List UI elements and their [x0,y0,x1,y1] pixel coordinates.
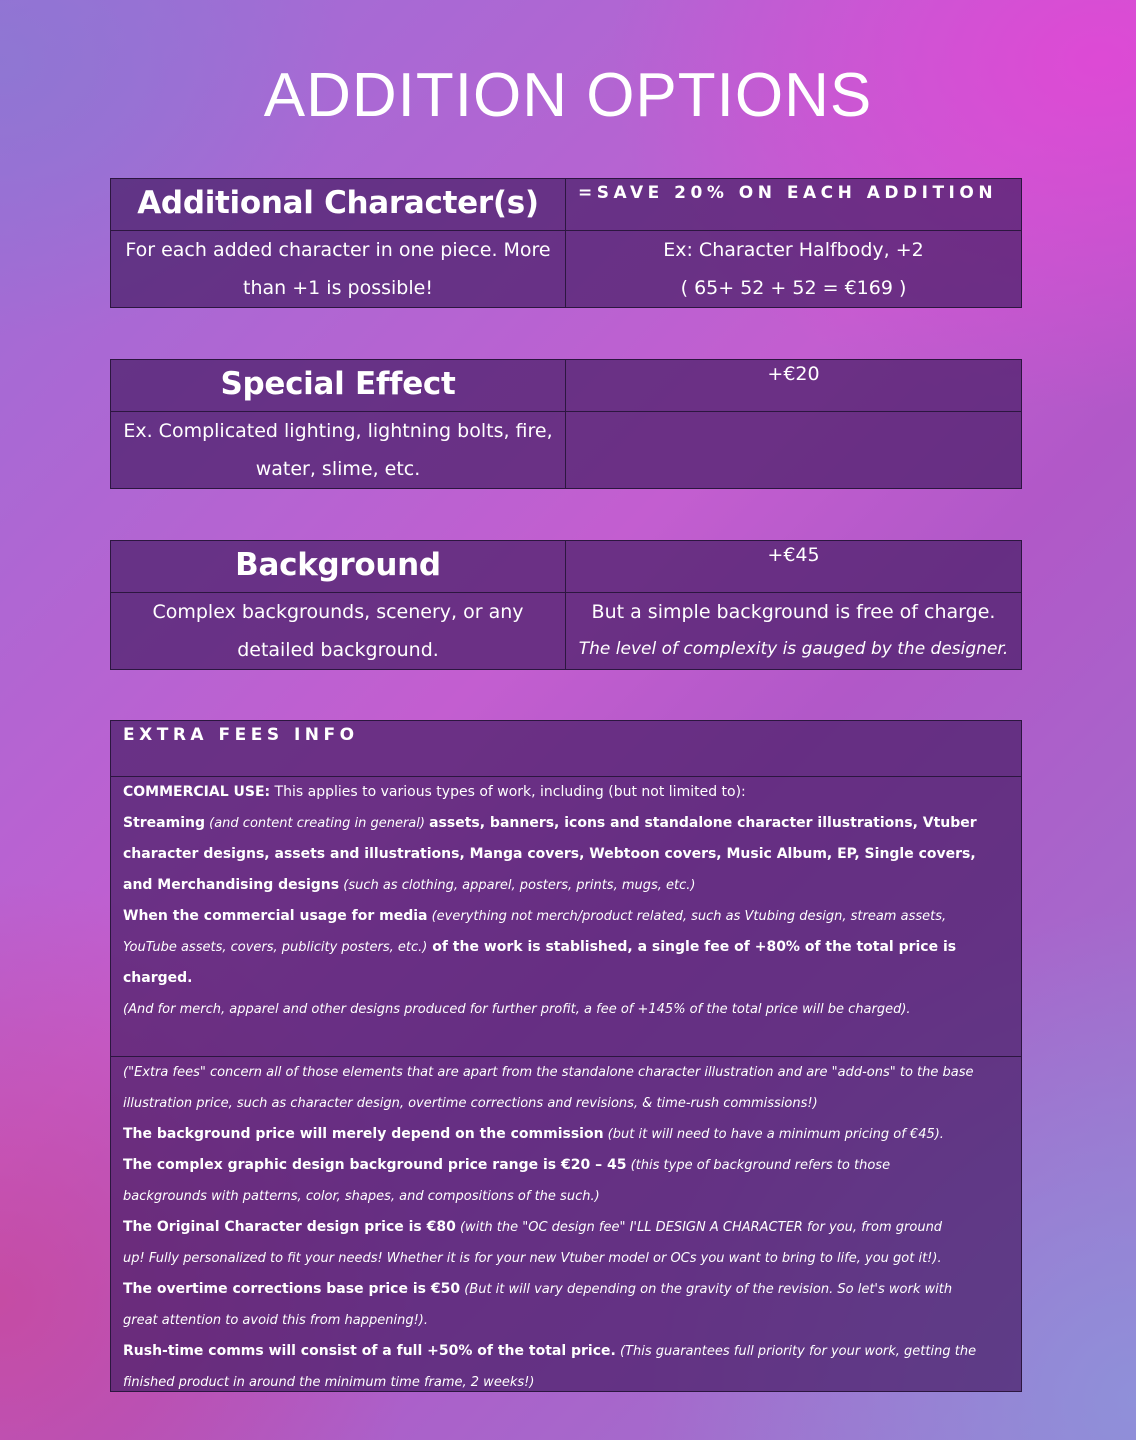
details-line [123,1274,1009,1305]
table-body-row [111,412,1021,488]
complexity-note: The level of complexity is gauged by the designer. [578,639,1009,659]
commercial-intro: This applies to various types of work, including (but not limited to): [270,784,746,800]
italic-text: (everything not merch/product related, such as Vtubing design, stream assets, [427,909,947,924]
details-line [123,1243,1009,1274]
description-line: detailed background. [237,639,439,661]
details-line [123,1336,1009,1367]
bold-text: The complex graphic design background price range is €20 – 45 [123,1157,627,1173]
background-description [111,593,566,669]
bold-text: and Merchandising designs [123,877,340,893]
commercial-use-section [111,777,1021,1057]
description-line: Ex. Complicated lighting, lightning bolts, fire, [123,420,553,442]
italic-text: YouTube assets, covers, publicity posters, etc.) [123,940,428,955]
table-body-row [111,231,1021,307]
description-line: Complex backgrounds, scenery, or any [152,601,524,623]
background-title: Background [111,541,566,592]
italic-text: (with the "OC design fee" I'LL DESIGN A CHARACTER for you, from ground [455,1220,943,1235]
commercial-line [123,808,1009,839]
special-effect-title: Special Effect [111,360,566,411]
bold-text: character designs, assets and illustrations, Manga covers, Webtoon covers, Music Album, EP, Single covers, [123,846,976,862]
bold-text: The background price will merely depend on the commission [123,1126,604,1142]
example-line: Ex: Character Halfbody, +2 [663,239,924,261]
description-line: For each added character in one piece. More [125,239,551,261]
background-notes [566,593,1021,669]
additional-characters-table [110,178,1022,308]
commercial-line [123,901,1009,932]
bold-text: assets, banners, icons and standalone character illustrations, Vtuber [429,815,977,831]
details-line [123,1150,1009,1181]
details-line [123,1057,1009,1088]
commercial-line [123,932,1009,963]
details-line [123,1088,1009,1119]
commercial-line [123,870,1009,901]
italic-text: backgrounds with patterns, color, shapes, and compositions of the such.) [123,1189,600,1204]
bold-text: Streaming [123,815,205,831]
special-effect-table [110,359,1022,489]
commercial-label: COMMERCIAL USE: [123,784,271,800]
extra-fees-table [110,720,1022,1392]
extra-fees-details-section [111,1057,1021,1394]
bold-text: of the work is stablished, a single fee of +80% of the total price is [427,939,957,955]
details-line [123,1119,1009,1150]
details-line [123,1305,1009,1336]
table-body-row [111,593,1021,669]
italic-text: up! Fully personalized to fit your needs! Whether it is for your new Vtuber model or OCs you want to bring to life, you got it!). [123,1251,942,1266]
table-header-row [111,541,1021,593]
details-line [123,1212,1009,1243]
background-table [110,540,1022,670]
commercial-line [123,839,1009,870]
save-note: =SAVE 20% ON EACH ADDITION [577,183,998,203]
italic-text: finished product in around the minimum time frame, 2 weeks!) [123,1375,535,1390]
italic-text: (And for merch, apparel and other designs produced for further profit, a fee of +145% of the total price will be charged). [123,1002,911,1017]
italic-text: (But it will vary depending on the gravity of the revision. So let's work with [460,1282,953,1297]
italic-text: (This guarantees full priority for your work, getting the [615,1344,977,1359]
empty-cell [566,412,1021,488]
description-line: than +1 is possible! [243,277,433,299]
description-line: water, slime, etc. [255,458,421,480]
background-price: +€45 [767,544,820,566]
commercial-line [123,963,1009,994]
bold-text: The overtime corrections base price is €50 [123,1281,461,1297]
additional-characters-example [566,231,1021,307]
commercial-line [123,994,1009,1025]
special-effect-description [111,412,566,488]
italic-text: (such as clothing, apparel, posters, prints, mugs, etc.) [339,878,696,893]
italic-text: (but it will need to have a minimum pricing of €45). [603,1127,944,1142]
bold-text: Rush-time comms will consist of a full +50% of the total price. [123,1343,616,1359]
bold-text: When the commercial usage for media [123,908,428,924]
italic-text: (this type of background refers to those [626,1158,891,1173]
special-effect-price: +€20 [767,363,820,385]
page-title: ADDITION OPTIONS [263,61,873,130]
table-header-row [111,360,1021,412]
example-line: ( 65+ 52 + 52 = €169 ) [680,277,907,299]
free-note: But a simple background is free of charge. [591,601,996,623]
commercial-line [123,777,1009,808]
additional-characters-description [111,231,566,307]
italic-text: great attention to avoid this from happening!). [123,1313,429,1328]
table-header-row [111,179,1021,231]
italic-text: (and content creating in general) [205,816,430,831]
italic-text: ("Extra fees" concern all of those elements that are apart from the standalone character illustration and are "add-ons" to the base [123,1065,974,1080]
italic-text: illustration price, such as character design, overtime corrections and revisions, & time-rush commissions!) [123,1096,818,1111]
bold-text: charged. [123,970,193,986]
extra-fees-heading: EXTRA FEES INFO [111,721,1021,777]
details-line [123,1367,1009,1398]
details-line [123,1181,1009,1212]
bold-text: The Original Character design price is €80 [123,1219,456,1235]
additional-characters-title: Additional Character(s) [111,179,566,230]
